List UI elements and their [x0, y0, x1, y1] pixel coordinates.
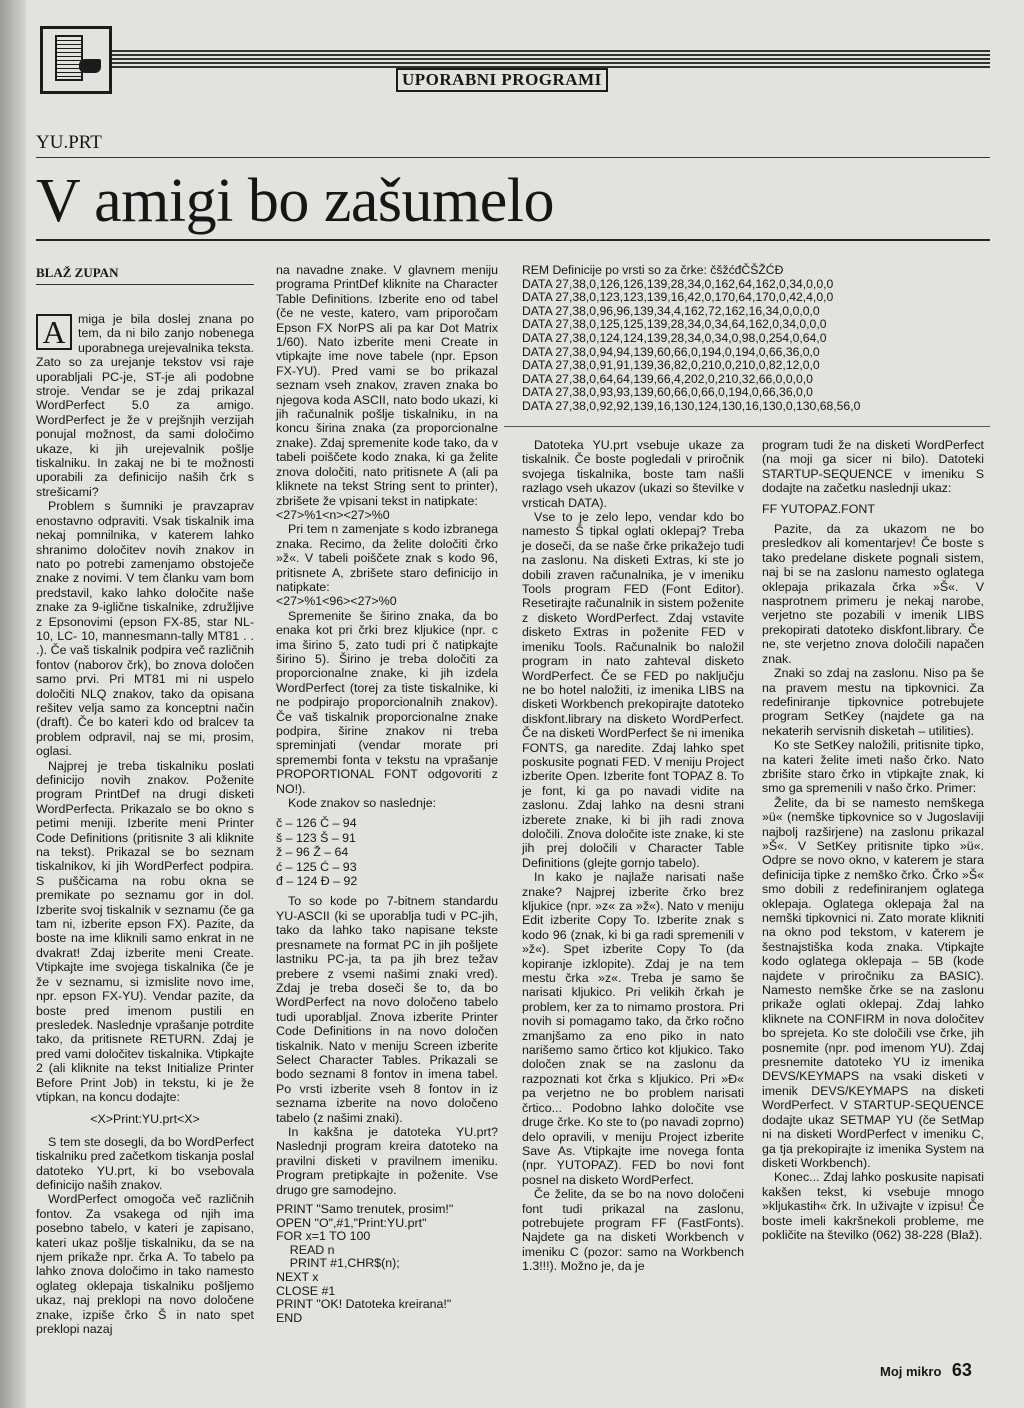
code-line: <27>%1<96><27>%0 [276, 594, 397, 609]
column-3 [522, 438, 744, 1274]
section-label: UPORABNI PROGRAMI [396, 68, 608, 92]
basic-program: PRINT "Samo trenutek, prosim!" OPEN "O",#1,"Print:YU.prt" FOR x=1 TO 100 READ n PRINT #1,CHR$(n); NEXT x CLOSE #1 PRINT "OK! Datoteka kreirana!" END [276, 1202, 454, 1325]
paragraph: To so kode po 7-bitnem standardu YU-ASCII (ki se uporablja tudi v PC-jih, tako da lahko tako napisane tekste presnamete na format PC in jih pošljete lastniku PC-ja, ta pa jih brez težav prebere z vsemi našimi znaki vred). Zdaj je treba doseči še to, da bo WordPerfect na novo določeno tabelo tudi uporabljal. Znova izberite Printer Code Definitions in na novo določen tiskalnik. Nato v meniju Screen izberite Select Character Tables. Prikazali se bodo seznami 8 fontov in imena tabel. Po vrsti izberite vseh 8 fontov in iz seznama izberite na novo določeno tabelo (z našimi znaki). [276, 894, 498, 1125]
column-2 [276, 263, 498, 1325]
paragraph: In kako je najlaže narisati naše znake? Najprej izberite črko brez kljukice (npr. »z« za »ž«). Nato v meniju Edit izberite Copy To. Izberite znak s kodo 96 (znak, ki bi ga radi spremenili v »ž«). Spet izberite Copy To (da kopiranje izklopite). Zdaj je na tem mestu črka »z«. Treba je samo še narisati kljukico. Pri velikih črkah je problem, ker za to nimamo prostora. Pri novih si pomagamo tako, da črko ročno zmanjšamo za eno piko in nato narišemo samo črtico kot kljukico. Tako določen znak se na zaslonu da razpoznati kot črka s kljukico. Pri »Đ« pa verjetno ne bo problem narisati črtico... Podobno lahko določite vse druge črke. Ko ste to (po navadi zoprno) delo opravili, v meniju Project izberite Save As. Vtipkajte ime novega fonta (npr. YUTOPAZ). FED bo novi font posnel na disketo WordPerfect. [522, 870, 744, 1187]
column-4 [762, 438, 984, 1242]
paragraph: Znaki so zdaj na zaslonu. Niso pa še na pravem mestu na tipkovnici. Za redefiniranje tipkovnice potrebujete program SetKey (najdete ga na nekaterih servisnih disketah – utilities). [762, 666, 984, 738]
divider [36, 284, 254, 285]
data-listing: REM Definicije po vrsti so za črke: čšžćđČŠŽĆĐ DATA 27,38,0,126,126,139,28,34,0,162,64,162,0,34,0,0,0 DATA 27,38,0,123,123,139,16,42,0,170,64,170,0,42,4,0,0 DATA 27,38,0,96,96,139,34,4,162,72,162,16,34,0,0,0,0 DATA 27,38,0,125,125,139,28,34,0,34,64,162,0,34,0,0,0 DATA 27,38,0,124,124,139,28,34,0,34,0,98,0,254,0,64,0 DATA 27,38,0,94,94,139,60,66,0,194,0,194,0,66,36,0,0 DATA 27,38,0,91,91,139,36,82,0,210,0,210,0,82,12,0,0 DATA 27,38,0,64,64,139,66,4,202,0,210,32,66,0,0,0,0 DATA 27,38,0,93,93,139,60,66,0,66,0,194,0,66,36,0,0 DATA 27,38,0,92,92,139,16,130,124,130,16,130,0,130,68,56,0 [522, 263, 861, 413]
paragraph: Če želite, da se bo na novo določeni font tudi prikazal na zaslonu, potrebujete program FF (FastFonts). Najdete ga na disketi Workbench v imeniku C (pozor: samo na Workbench 1.3!!!). Možno je, da je [522, 1187, 744, 1274]
paragraph: Datoteka YU.prt vsebuje ukaze za tiskalnik. Če boste pogledali v priročnik svojega tiskalnika, boste tam našli razlago vseh ukazov (ukazi so števiIke v vrsticah DATA). [522, 438, 744, 510]
article-kicker: YU.PRT [36, 132, 102, 153]
paragraph: Ko ste SetKey naložili, pritisnite tipko, na kateri želite imeti našo črko. Nato zbrišite staro črko in vtipkajte znak, ki smo ga spremenili v našo črko. Primer: [762, 738, 984, 796]
page-footer [880, 1360, 972, 1381]
paragraph: Konec... Zdaj lahko poskusite napisati kakšen tekst, ki vsebuje mnogo »kljukastih« črk. In uživajte v izpisu! Če boste imeli kakršnekoli probleme, me pokličite na številko (062) 38-228 (Blaž). [762, 1170, 984, 1242]
character-codes: č – 126 Č – 94 š – 123 Š – 91 ž – 96 Ž – 64 ć – 125 Ć – 93 đ – 124 Đ – 92 [276, 816, 358, 889]
divider [36, 239, 990, 241]
magazine-name: Moj mikro [880, 1364, 942, 1379]
code-line: <27>%1<n><27>%0 [276, 507, 390, 522]
paragraph: S tem ste dosegli, da bo WordPerfect tiskalniku pred začetkom tiskanja poslal datoteko YU.prt, ki bo vsebovala definicijo naših znakov. [36, 1134, 254, 1192]
page-number: 63 [951, 1360, 972, 1380]
drop-cap: A [36, 314, 72, 350]
paragraph: Vse to je zelo lepo, vendar kdo bo namesto Š tipkal oglati oklepaj? Treba je doseči, da se naše črke prikažejo tudi na zaslonu. Na disketi Extras, ki ste jo dobili zraven računalnika, je v imeniku Tools program FED (Font Editor). Resetirajte računalnik in sistem poženite z disketo WordPerfect. Zdaj vstavite disketo Extras in poženite FED v imeniku Tools. Računalnik bo naložil program in nato zahteval disketo WordPerfect. Če se FED po naključju ne bo hotel naložiti, iz imenika LIBS na disketi Workbench prekopirajte datoteko diskfont.library na disketo WordPerfect. Če na disketi WordPerfect še ni imenika FONTS, ga naredite. Zdaj lahko spet poskusite pognati FED. V meniju Project izberite Open. Izberite font TOPAZ 8. To je font, ki ga po navadi vidite na zaslonu. Zdaj lahko na desni strani izberete znake, ki bi jih radi znova določili. Znova določite iste znake, ki ste jih prej določili v Character Table Definitions (glejte gornjo tabelo). [522, 510, 744, 870]
section-logo [40, 26, 112, 94]
paragraph: na navadne znake. V glavnem meniju programa PrintDef kliknite na Character Table Definitions. Izberite eno od tabel (če ne veste, katero, vam priporočam Epson FX NorPS ali pa kar Dot Matrix 1/60). Nato izberite meni Create in vtipkajte ime nove tabele (npr. Epson FX-YU). Pred vami se bo prikazal seznam vseh znakov, zraven znaka bo njegova koda ASCII, nato bodo ukazi, ki jih računalnik pošlje tiskalniku, in na koncu širina znaka (za proporcionalne znake). Zdaj spremenite kode tako, da v tabeli poiščete kodo znaka, ki ga želite znova določiti, nato pritisnete A (ali pa kliknete na tekst String sent to printer), zbrišete že vpisani tekst in natipkate: [276, 263, 498, 508]
paragraph: Pri tem n zamenjate s kodo izbranega znaka. Recimo, da želite določiti črko »ž«. V tabeli poiščete znak s kodo 96, pritisnete A, zbrišete staro definicijo in natipkate: [276, 522, 498, 594]
column-1 [36, 312, 254, 1336]
paragraph: Želite, da bi se namesto nemškega »ü« (nemške tipkovnice so v Jugoslaviji najbolj razširjene) na zaslonu prikazal »Š«. V SetKey pritisnite tipko »ü«. Odpre se novo okno, v katerem je stara definicija tipke z nemško črko. Črko »Š« smo dobili z redefiniranjem oglatega oklepaja. Oglatega oklepaja žal na nemški tipkovnici ni. Zato morate klikniti na okno pod tekstom, v katerem je šestnajstiška koda znaka. Vtipkajte kodo oglatega oklepaja – 5B (kode najdete v priročniku za BASIC). Namesto nemške črke se na zaslonu prikaže oglati oklepaj. Zdaj lahko kliknete na CONFIRM in nova določitev bo sprejeta. Ko ste določili vse črke, jih posnemite (npr. pod imenom YU). Zdaj presnemite datoteko YU iz imenika DEVS/KEYMAPS na vsaki disketi v imenik DEVS/KEYMAPS na disketi WordPerfect. V STARTUP-SEQUENCE dodajte ukaz SETMAP YU (če SetMap ni na disketi WordPerfect v imeniku C, ga tja prekopirajte iz imenika System na disketi Workbench). [762, 795, 984, 1170]
hand-icon [79, 59, 101, 73]
paragraph: Kode znakov so naslednje: [288, 796, 437, 811]
binding-shadow [0, 0, 26, 1408]
document-icon [55, 35, 83, 81]
paragraph-text: miga je bila doslej znana po tem, da ni bilo zanjo nobenega uporabnega urejevalnika teksta. Zato so za urejanje tekstov vsi raje uporabljali PC-je, ST-je ali podobne stroje. Vendar se je zdaj prikazal WordPerfect 5.0 za amigo. WordPerfect je že v prejšnjih verzijah ponujal možnost, da sami določimo ukaze, ki jih urejevalnik pošlje tiskalniku. In zakaj ne bi te možnosti uporabili za definicijo naših črk s strešicami? [36, 312, 254, 499]
article-title: V amigi bo zašumelo [36, 167, 554, 235]
paragraph: Najprej je treba tiskalniku poslati definicijo novih znakov. Poženite program PrintDef na drugi disketi WordPerfecta. Prikazalo se bo okno s petimi meniji. Izberite meni Printer Code Definitions (pritisnite 3 ali kliknite na tekst). Prikazal se bo seznam tiskalnikov, ki jih WordPerfect podpira. S puščicama na robu okna se premikate po seznamu gor in dol. Izberite svoj tiskalnik v seznamu (če ga tam ni, izberite epson FX). Pazite, da boste na ime kliknili samo enkrat in ne dvakrat! Zdaj izberite meni Create. Vtipkajte ime svojega tiskalnika (če je že v seznamu, si izmislite novo ime, npr. epson FX-YU). Vendar pazite, da boste pred imenom pustili en presledek. Naslednje vprašanje potrdite tako, da pritisnete RETURN. Zdaj je pred vami določitev tiskalnika. Vtipkajte 2 (ali kliknite na tekst Initialize Printer Before Print Job) in tekstu, ki je že vtipkan, na koncu dodajte: [36, 758, 254, 1104]
divider [36, 157, 990, 158]
header-stripes [110, 50, 990, 68]
code-line: <X>Print:YU.prt<X> [90, 1112, 200, 1127]
paragraph [36, 312, 254, 499]
paragraph: Pazite, da za ukazom ne bo presledkov ali komentarjev! Če boste s tako predelane diskete pognali sistem, naj bi se na zaslonu namesto oglatega oklepaja prikazala črka »Š«. V nasprotnem primeru je nekaj narobe, verjetno ste pozabili v imenik LIBS prekopirati datoteko diskfont.library. Če ne, ste verjetno znova določili napačen znak. [762, 522, 984, 666]
paragraph: Spremenite še širino znaka, da bo enaka kot pri črki brez kljukice (npr. c ima širino 5, zato tudi pri č natipkajte širino 5). Širino je treba določiti za proporcionalne znake, ki jih izdela WordPerfect (torej za tiste tiskalnike, ki ne podpirajo proporcionalnih znakov). Če vaš tiskalnik proporcionalne znake podpira, širine znakov ni treba spreminjati (vendar morate pri spremembi fonta v tekstu na vprašanje PROPORTIONAL FONT odgovoriti z NO!). [276, 608, 498, 796]
code-line: FF YUTOPAZ.FONT [762, 501, 875, 516]
paragraph: WordPerfect omogoča več različnih fontov. Za vsakega od njih ima posebno tabelo, v kateri je zapisano, kateri ukaz pošlje tiskalniku, da se na njem prikaže npr. črka A. To tabelo pa lahko znova določimo in tako namesto oglateg oklepaja tiskalniku pošljemo ukaz, naj preklopi na novo določene znake, izpiše črko Š in nato spet preklopi nazaj [36, 1192, 254, 1337]
divider [504, 426, 990, 427]
paragraph: Problem s šumniki je pravzaprav enostavno odpraviti. Vsak tiskalnik ima nekaj pomnilnika, v katerem lahko shranimo določitev novih znakov in nato po potrebi zamenjamo obstoječe znake z novimi. V tem članku vam bom predstavil, kako lahko določite naše znake za 9-iglične tiskalnike, združljive z Epsonovimi (epson FX-85, star NL-10, LC- 10, mannesmann-tally MT81 . . .). Če vaš tiskalnik podpira več različnih fontov (naborov črk), bo znova določen samo prvi. Pri MT81 mi ni uspelo določiti NLQ znakov, tako da opisana rešitev velja samo za konceptni način (draft). Če bo kateri kdo od bralcev ta problem odpravil, naj se mi, prosim, oglasi. [36, 499, 254, 759]
author-byline: BLAŽ ZUPAN [36, 265, 119, 280]
paragraph: program tudi že na disketi WordPerfect (na moji ga sicer ni bilo). Datoteki STARTUP-SEQUENCE v imeniku S dodajte na začetku naslednji ukaz: [762, 438, 984, 496]
paragraph: In kakšna je datoteka YU.prt? Naslednji program kreira datoteko na pravilni disketi v pravilnem imeniku. Program pretipkajte in poženite. Vse drugo gre samodejno. [276, 1124, 498, 1197]
